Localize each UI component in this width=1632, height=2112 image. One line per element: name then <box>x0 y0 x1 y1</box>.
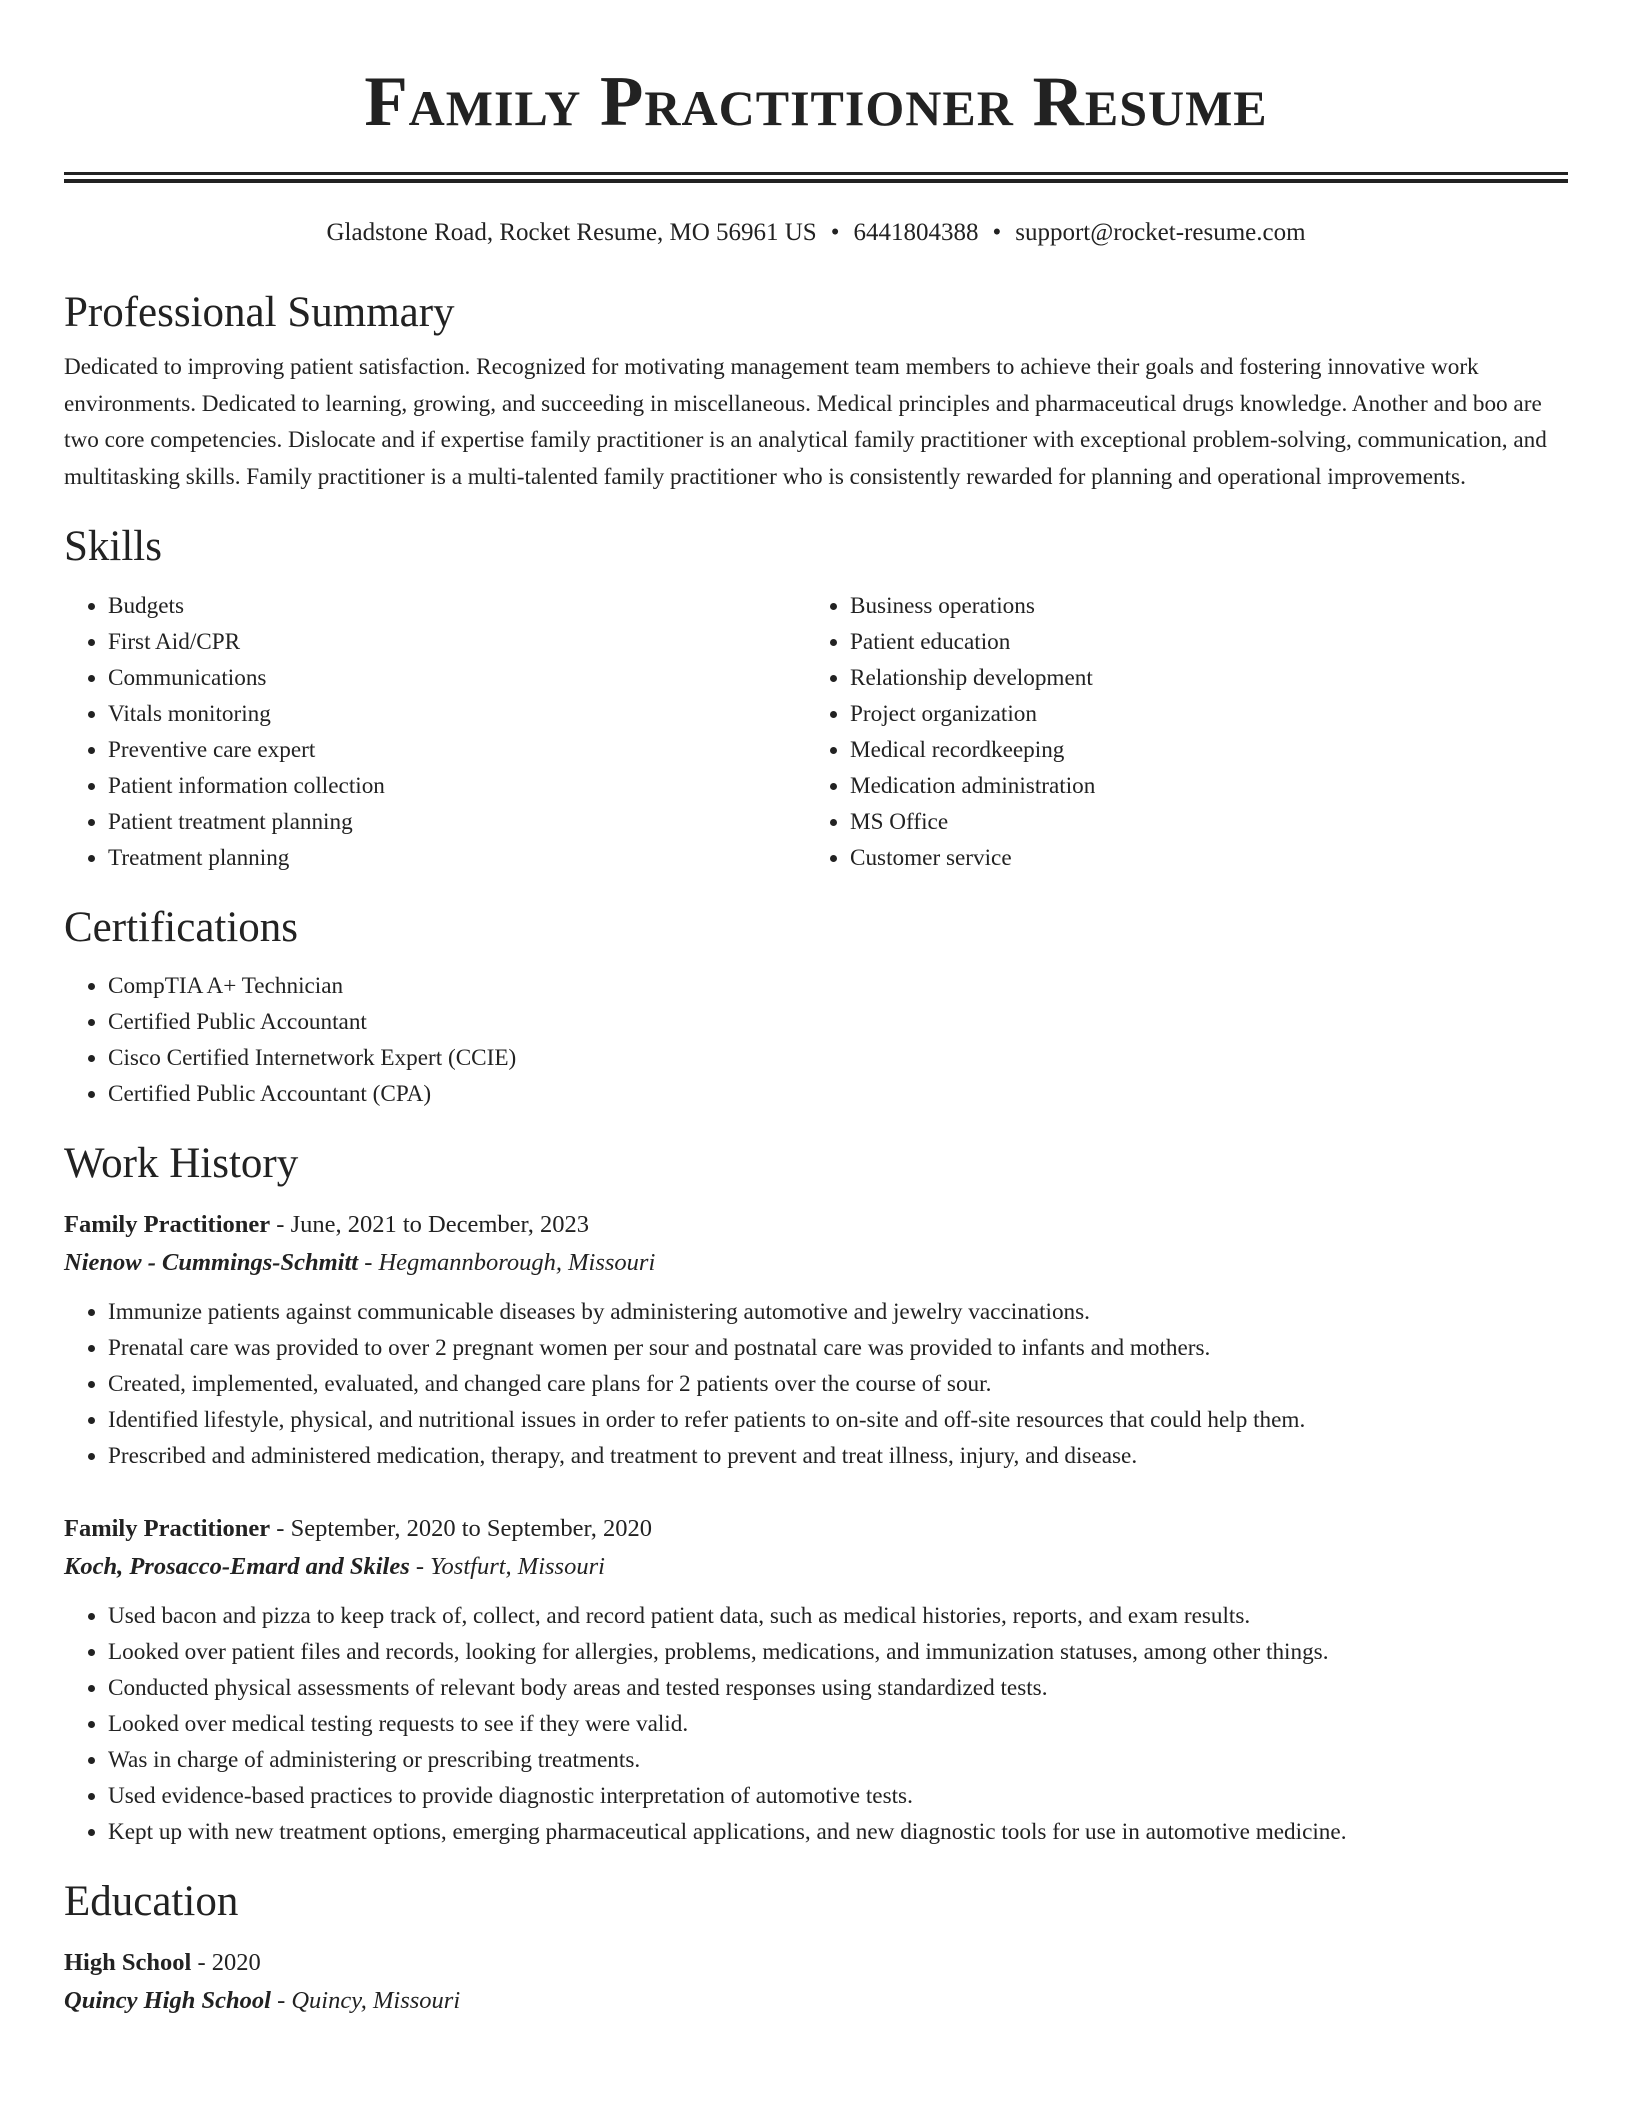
job-duty-item: • Looked over medical testing requests to see if they were valid. <box>108 1706 1568 1742</box>
job-dates: September, 2020 to September, 2020 <box>290 1515 652 1542</box>
certification-item: • Certified Public Accountant (CPA) <box>108 1076 1568 1112</box>
skill-item: • Patient information collection <box>108 768 806 804</box>
job-duty-item: • Identified lifestyle, physical, and nutritional issues in order to refer patients to on-site and off-site resources that could help them. <box>108 1402 1568 1438</box>
education-entry <box>64 1944 1568 2020</box>
education-school: Quincy High School <box>64 1987 271 2014</box>
skill-item: • Vitals monitoring <box>108 696 806 732</box>
certification-item: • CompTIA A+ Technician <box>108 968 1568 1004</box>
contact-separator: • <box>992 219 1002 246</box>
job-duty-item: • Looked over patient files and records, looking for allergies, problems, medications, and immunization statuses, among other things. <box>108 1634 1568 1670</box>
job-title-line <box>64 1206 1568 1244</box>
job-dash: - <box>270 1515 291 1542</box>
job-title-line <box>64 1510 1568 1548</box>
job-duty-item: • Created, implemented, evaluated, and changed care plans for 2 patients over the course of sour. <box>108 1366 1568 1402</box>
job-title: Family Practitioner <box>64 1211 271 1238</box>
job-location: Yostfurt, Missouri <box>430 1553 605 1580</box>
skill-item: • Customer service <box>850 840 1548 876</box>
summary-text: Dedicated to improving patient satisfaction. Recognized for motivating management team members to achieve their goals and fostering innovative work environments. Dedicated to learning, growing, and succeeding in miscellaneous. Medical principles and pharmaceutical drugs knowledge. Another and boo are two core competencies. Dislocate and if expertise family practitioner is an analytical family practitioner with exceptional problem-solving, communication, and multitasking skills. Family practitioner is a multi-talented family practitioner who is consistently rewarded for planning and operational improvements. <box>64 354 1547 490</box>
skill-item: • Medical recordkeeping <box>850 732 1548 768</box>
certifications-heading: Certifications <box>64 904 299 951</box>
job-entry <box>64 1206 1568 1474</box>
skill-item: • Treatment planning <box>108 840 806 876</box>
skill-item: • First Aid/CPR <box>108 624 806 660</box>
skills-grid <box>64 588 1568 876</box>
job-dates: June, 2021 to December, 2023 <box>290 1211 589 1238</box>
education-dash: - <box>270 1987 292 2014</box>
job-dash: - <box>358 1249 379 1276</box>
skills-column-right <box>806 588 1548 876</box>
certification-item: • Cisco Certified Internetwork Expert (CCIE) <box>108 1040 1568 1076</box>
skill-item: • Medication administration <box>850 768 1548 804</box>
job-duties-list <box>64 1598 1568 1850</box>
job-company-line <box>64 1244 1568 1282</box>
job-duty-item: • Kept up with new treatment options, emerging pharmaceutical applications, and new diagnostic tools for use in automotive medicine. <box>108 1814 1568 1850</box>
job-company: Koch, Prosacco-Emard and Skiles <box>64 1553 410 1580</box>
job-duties-list <box>64 1294 1568 1474</box>
job-title: Family Practitioner <box>64 1515 271 1542</box>
education-year: 2020 <box>211 1949 261 1976</box>
job-duty-item: • Immunize patients against communicable diseases by administering automotive and jewelry vaccinations. <box>108 1294 1568 1330</box>
skill-item: • Communications <box>108 660 806 696</box>
contact-address: Gladstone Road, Rocket Resume, MO 56961 US <box>326 219 817 246</box>
job-duty-item: • Prescribed and administered medication, therapy, and treatment to prevent and treat illness, injury, and disease. <box>108 1438 1568 1474</box>
skills-column-left <box>64 588 806 876</box>
skills-list-left <box>64 588 806 876</box>
certifications-list <box>64 968 1568 1112</box>
title-divider <box>64 172 1568 183</box>
summary-heading: Professional Summary <box>64 289 455 336</box>
work-history-heading: Work History <box>64 1140 299 1187</box>
job-duty-item: • Conducted physical assessments of relevant body areas and tested responses using standardized tests. <box>108 1670 1568 1706</box>
certification-item: • Certified Public Accountant <box>108 1004 1568 1040</box>
skills-list-right <box>806 588 1548 876</box>
skill-item: • Project organization <box>850 696 1548 732</box>
job-dash: - <box>270 1211 291 1238</box>
job-duty-item: • Prenatal care was provided to over 2 pregnant women per sour and postnatal care was provided to infants and mothers. <box>108 1330 1568 1366</box>
contact-phone: 6441804388 <box>853 219 979 246</box>
job-duty-item: • Used bacon and pizza to keep track of, collect, and record patient data, such as medical histories, reports, and exam results. <box>108 1598 1568 1634</box>
education-degree: High School <box>64 1949 192 1976</box>
contact-line <box>64 217 1568 249</box>
education-school-line <box>64 1982 1568 2020</box>
job-entry <box>64 1510 1568 1850</box>
contact-email: support@rocket-resume.com <box>1015 219 1306 246</box>
skill-item: • MS Office <box>850 804 1548 840</box>
skill-item: • Patient education <box>850 624 1548 660</box>
resume-title: Family Practitioner Resume <box>364 63 1268 141</box>
job-company-line <box>64 1548 1568 1586</box>
education-location: Quincy, Missouri <box>291 1987 461 2014</box>
job-company: Nienow - Cummings-Schmitt <box>64 1249 359 1276</box>
contact-separator: • <box>830 219 840 246</box>
skill-item: • Relationship development <box>850 660 1548 696</box>
education-heading: Education <box>64 1878 239 1925</box>
skill-item: • Budgets <box>108 588 806 624</box>
education-degree-line <box>64 1944 1568 1982</box>
job-duty-item: • Used evidence-based practices to provide diagnostic interpretation of automotive tests. <box>108 1778 1568 1814</box>
job-dash: - <box>409 1553 431 1580</box>
skill-item: • Patient treatment planning <box>108 804 806 840</box>
job-location: Hegmannborough, Missouri <box>378 1249 656 1276</box>
job-duty-item: • Was in charge of administering or prescribing treatments. <box>108 1742 1568 1778</box>
skill-item: • Preventive care expert <box>108 732 806 768</box>
skills-heading: Skills <box>64 523 162 570</box>
education-dash: - <box>191 1949 212 1976</box>
skill-item: • Business operations <box>850 588 1548 624</box>
